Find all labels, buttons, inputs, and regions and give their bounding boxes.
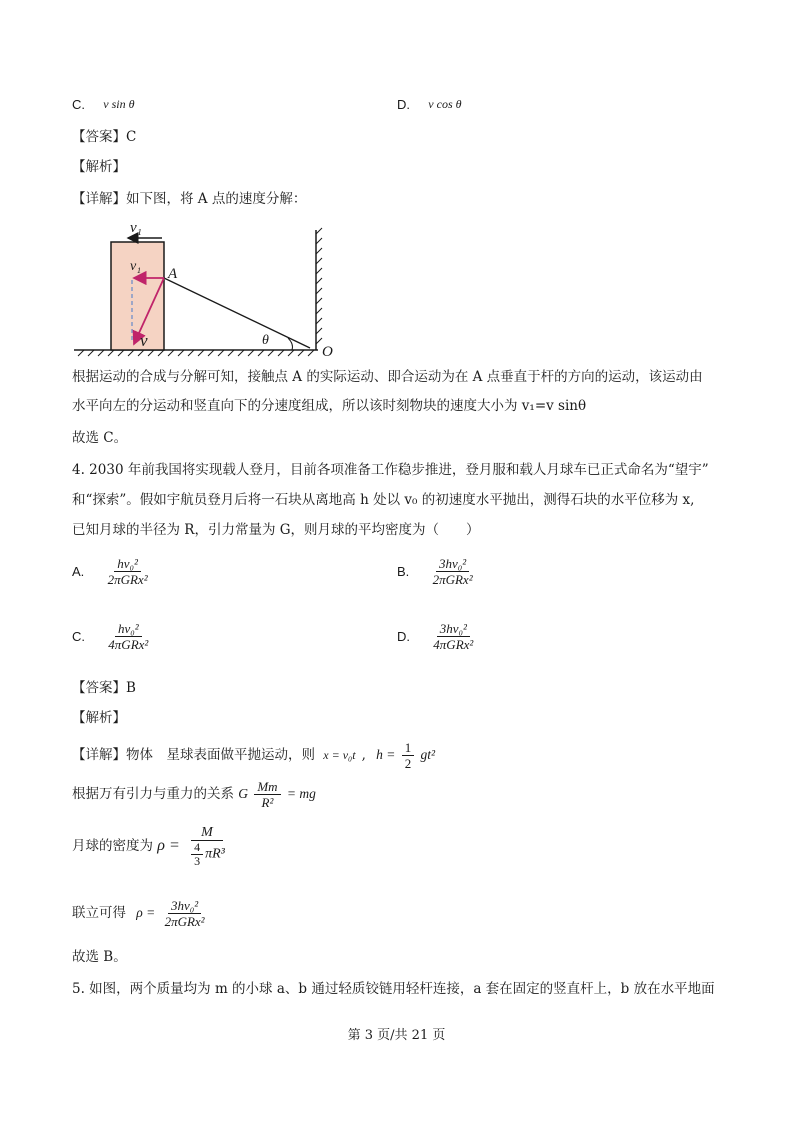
velocity-decomposition-diagram [70,222,360,362]
q4-density-prefix: 月球的密度为 [72,838,153,854]
q4-option-b-num: 3hv₀² [436,556,469,572]
q4-option-c-fraction [105,621,151,652]
q4-combine-left: ρ = [136,905,156,920]
q4-density-left: ρ = [157,837,180,854]
q4-density-den [186,841,228,868]
q4-option-d-num: 3hv₀² [437,621,470,637]
q4-combine-fraction [162,898,208,929]
q3-conclusion: 故选 C。 [72,430,128,446]
q4-density-den-den: 3 [194,854,201,868]
q4-gravity-den: R² [261,795,274,810]
option-c-label: C. [72,97,85,112]
q4-option-d-fraction [430,621,476,652]
q4-option-a [72,556,153,587]
q4-option-a-label: A. [72,564,85,579]
q4-combine-line [72,893,210,933]
ground-hatch [78,350,314,356]
q4-density-den-fraction [191,841,203,868]
option-d-label: D. [397,97,410,112]
q3-answer: 【答案】C [72,129,137,145]
q3-analysis-label: 【解析】 [72,159,126,175]
q4-option-c-den: 4πGRx² [108,637,149,652]
q4-combine-den: 2πGRx² [164,914,205,929]
q4-conclusion: 故选 B。 [72,949,127,965]
q4-option-d [397,621,478,652]
wall-hatch [316,228,322,344]
q4-option-d-den: 4πGRx² [433,637,474,652]
q4-density-fraction [186,825,228,868]
q4-stem-line2: 和“探索”。假如宇航员登月后将一石块从离地高 h 处以 v₀ 的初速度水平抛出，测得石块的水平位移为 x, [72,492,695,508]
q3-para1: 根据运动的合成与分解可知，接触点 A 的实际运动、即合运动为在 A 点垂直于杆的方向的运动，该运动由 [72,369,703,385]
q4-option-a-den: 2πGRx² [107,572,148,587]
q4-density-den-rest: πR³ [205,846,225,862]
q5-stem-line1: 5. 如图，两个质量均为 m 的小球 a、b 通过轻质铰链用轻杆连接，a 套在固定的竖直杆上，b 放在水平地面 [72,981,715,997]
q4-combine-num: 3hv₀² [168,898,201,914]
option-d [397,96,462,112]
angle-label: θ [262,333,269,348]
q4-density-den-num: 4 [191,841,203,855]
q4-gravity-fraction [254,779,280,810]
q4-option-c-num: hv₀² [115,621,142,637]
q4-eq-h-fraction [402,740,415,771]
velocity-v-label: v [140,331,148,350]
q4-gravity-right: = mg [286,786,316,801]
q4-gravity-G: G [238,786,249,801]
origin-label: O [322,344,333,360]
q4-eq-x: x = v₀t [323,748,356,762]
q4-option-b-den: 2πGRx² [432,572,473,587]
q4-eq-h-num: 1 [402,740,415,756]
q4-detail-prefix: 【详解】物体 星球表面做平抛运动，则 [72,747,315,763]
q3-detail: 【详解】如下图，将 A 点的速度分解： [72,191,307,207]
q4-gravity-line [72,777,316,811]
inner-v1-label: v₁ [130,259,142,274]
q4-combine-prefix: 联立可得 [72,905,126,921]
q4-option-b-label: B. [397,564,410,579]
top-v1-label: v₁ [130,222,142,236]
q4-analysis-label: 【解析】 [72,710,126,726]
q4-option-a-fraction [105,556,151,587]
q4-option-c-label: C. [72,629,85,644]
rod [164,278,310,348]
q4-eq-h-right: gt² [420,747,436,762]
q4-density-num: M [191,825,223,841]
q4-eq-h-den: 2 [404,756,412,771]
point-a-label: A [168,266,178,282]
q4-eq-h-left: h = [376,747,396,762]
page-footer: 第 3 页/共 21 页 [347,1028,446,1043]
q4-gravity-prefix: 根据万有引力与重力的关系 [72,786,234,802]
q4-option-d-label: D. [397,629,410,644]
q4-stem-line1: 4. 2030 年前我国将实现载人登月，目前各项准备工作稳步推进，登月服和载人月球车已正式命名为“望宇” [72,462,709,478]
q4-option-b [397,556,478,587]
q4-option-c [72,621,153,652]
q4-gravity-num: Mm [254,779,280,795]
option-c-text: v sin θ [103,97,135,111]
option-c [72,96,135,112]
q4-option-a-num: hv₀² [114,556,141,572]
q4-detail-line: 【详解】物体 星球表面做平抛运动，则 x = v₀t , h = $\frac{1}{2}$ gt² [72,740,436,771]
q3-para2: 水平向左的分运动和竖直向下的分速度组成，所以该时刻物块的速度大小为 v₁=v sinθ [72,398,587,414]
q4-option-b-fraction [430,556,476,587]
q4-density-line [72,818,230,874]
q4-stem-line3: 已知月球的半径为 R，引力常量为 G，则月球的平均密度为（ ） [72,522,480,538]
q4-answer: 【答案】B [72,680,136,696]
option-d-text: v cos θ [428,97,462,111]
